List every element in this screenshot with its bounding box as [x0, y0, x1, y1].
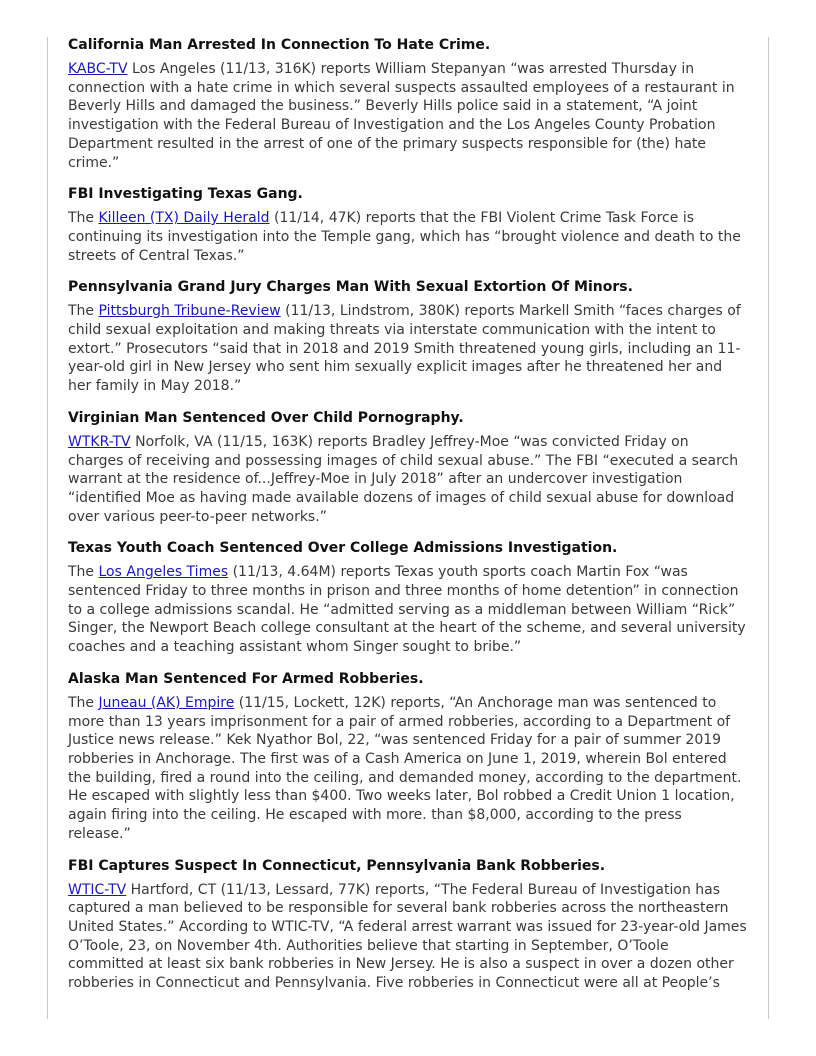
source-link-los-angeles-times[interactable]: Los Angeles Times — [98, 564, 229, 581]
article-body: KABC-TV Los Angeles (11/13, 316K) reports William Stepanyan “was arrested Thursday in connection with a hate crime in which several suspects assaulted employees of a restaurant in Beverly Hills and damaged the business.” Beverly Hills police said in a statement, “A joint investigation with the Federal Bureau of Investigation and the Los Angeles County Probation Department resulted in the arrest of one of the primary suspects responsible for (the) hate crime.” — [68, 61, 735, 171]
article-headline: FBI Investigating Texas Gang. — [68, 186, 303, 203]
article-body: The Juneau (AK) Empire (11/15, Lockett, 12K) reports, “An Anchorage man was sentenced to more than 13 years imprisonment for a pair of armed robberies, according to a Department of Justice news release.” Kek Nyathor Bol, 22, “was sentenced Friday for a pair of summer 2019 robberies in Anchorage. The first was of a Cash America on June 1, 2019, wherein Bol entered the building, fired a round into the ceiling, and demanded money, according to the department. He escaped with slightly less than $400. Two weeks later, Bol robbed a Credit Union 1 location, again firing into the ceiling. He escaped with more. than $8,000, according to the press release.” — [68, 694, 742, 842]
article-bank-robberies-suspect — [68, 857, 748, 993]
source-link-juneau-empire[interactable]: Juneau (AK) Empire — [98, 694, 235, 711]
left-margin-rule — [47, 37, 48, 1019]
news-digest-page — [68, 36, 748, 1006]
source-link-wtic-tv[interactable]: WTIC-TV — [68, 881, 127, 898]
source-link-wtkr-tv[interactable]: WTKR-TV — [68, 433, 131, 450]
article-alaska-armed-robberies — [68, 670, 748, 844]
article-headline: FBI Captures Suspect In Connecticut, Pennsylvania Bank Robberies. — [68, 857, 606, 874]
article-headline: Pennsylvania Grand Jury Charges Man With Sexual Extortion Of Minors. — [68, 279, 633, 296]
article-pennsylvania-grand-jury — [68, 278, 748, 396]
article-headline: Virginian Man Sentenced Over Child Pornography. — [68, 409, 464, 426]
article-headline: Alaska Man Sentenced For Armed Robberies. — [68, 670, 424, 687]
right-margin-rule — [768, 37, 769, 1019]
article-virginian-man-sentenced — [68, 409, 748, 527]
article-body: The Pittsburgh Tribune-Review (11/13, Lindstrom, 380K) reports Markell Smith “faces charges of child sexual exploitation and making threats via interstate communication with the intent to extort.” Prosecutors “said that in 2018 and 2019 Smith threatened young girls, including an 11-year-old girl in New Jersey who sent him sexually explicit images after he threatened her and her family in May 2018.” — [68, 303, 741, 395]
source-link-kabc-tv[interactable]: KABC-TV — [68, 61, 128, 77]
article-body: The Los Angeles Times (11/13, 4.64M) reports Texas youth sports coach Martin Fox “was sentenced Friday to three months in prison and three months of home detention” in connection to a college admissions scandal. He “admitted serving as a middleman between William “Rick” Singer, the Newport Beach college consultant at the heart of the scheme, and several university coaches and a teaching assistant whom Singer sought to bribe.” — [68, 564, 746, 656]
article-headline: California Man Arrested In Connection To Hate Crime. — [68, 37, 491, 53]
source-link-pittsburgh-tribune-review[interactable]: Pittsburgh Tribune-Review — [98, 303, 281, 320]
article-headline: Texas Youth Coach Sentenced Over College Admissions Investigation. — [68, 540, 618, 557]
article-california-hate-crime — [68, 36, 748, 172]
source-link-killeen-daily-herald[interactable]: Killeen (TX) Daily Herald — [98, 210, 270, 227]
article-texas-gang — [68, 185, 748, 265]
article-body: WTKR-TV Norfolk, VA (11/15, 163K) reports Bradley Jeffrey-Moe “was convicted Friday on charges of receiving and possessing images of child sexual abuse.” The FBI “executed a search warrant at the residence of...Jeffrey-Moe in July 2018” after an undercover investigation “identified Moe as having made available dozens of images of child sexual abuse for download over various peer-to-peer networks.” — [68, 433, 739, 525]
article-texas-youth-coach — [68, 539, 748, 657]
article-body: WTIC-TV Hartford, CT (11/13, Lessard, 77K) reports, “The Federal Bureau of Investigation has captured a man believed to be responsible for several bank robberies across the northeastern United States.” According to WTIC-TV, “A federal arrest warrant was issued for 23-year-old James O’Toole, 23, on November 4th. Authorities believe that starting in September, O’Toole committed at least six bank robberies in New Jersey. He is also a suspect in over a dozen other robberies in Connecticut and Pennsylvania. Five robberies in Connecticut were all at People’s — [68, 881, 747, 992]
article-body: The Killeen (TX) Daily Herald (11/14, 47K) reports that the FBI Violent Crime Task Force is continuing its investigation into the Temple gang, which has “brought violence and death to the streets of Central Texas.” — [68, 210, 741, 264]
